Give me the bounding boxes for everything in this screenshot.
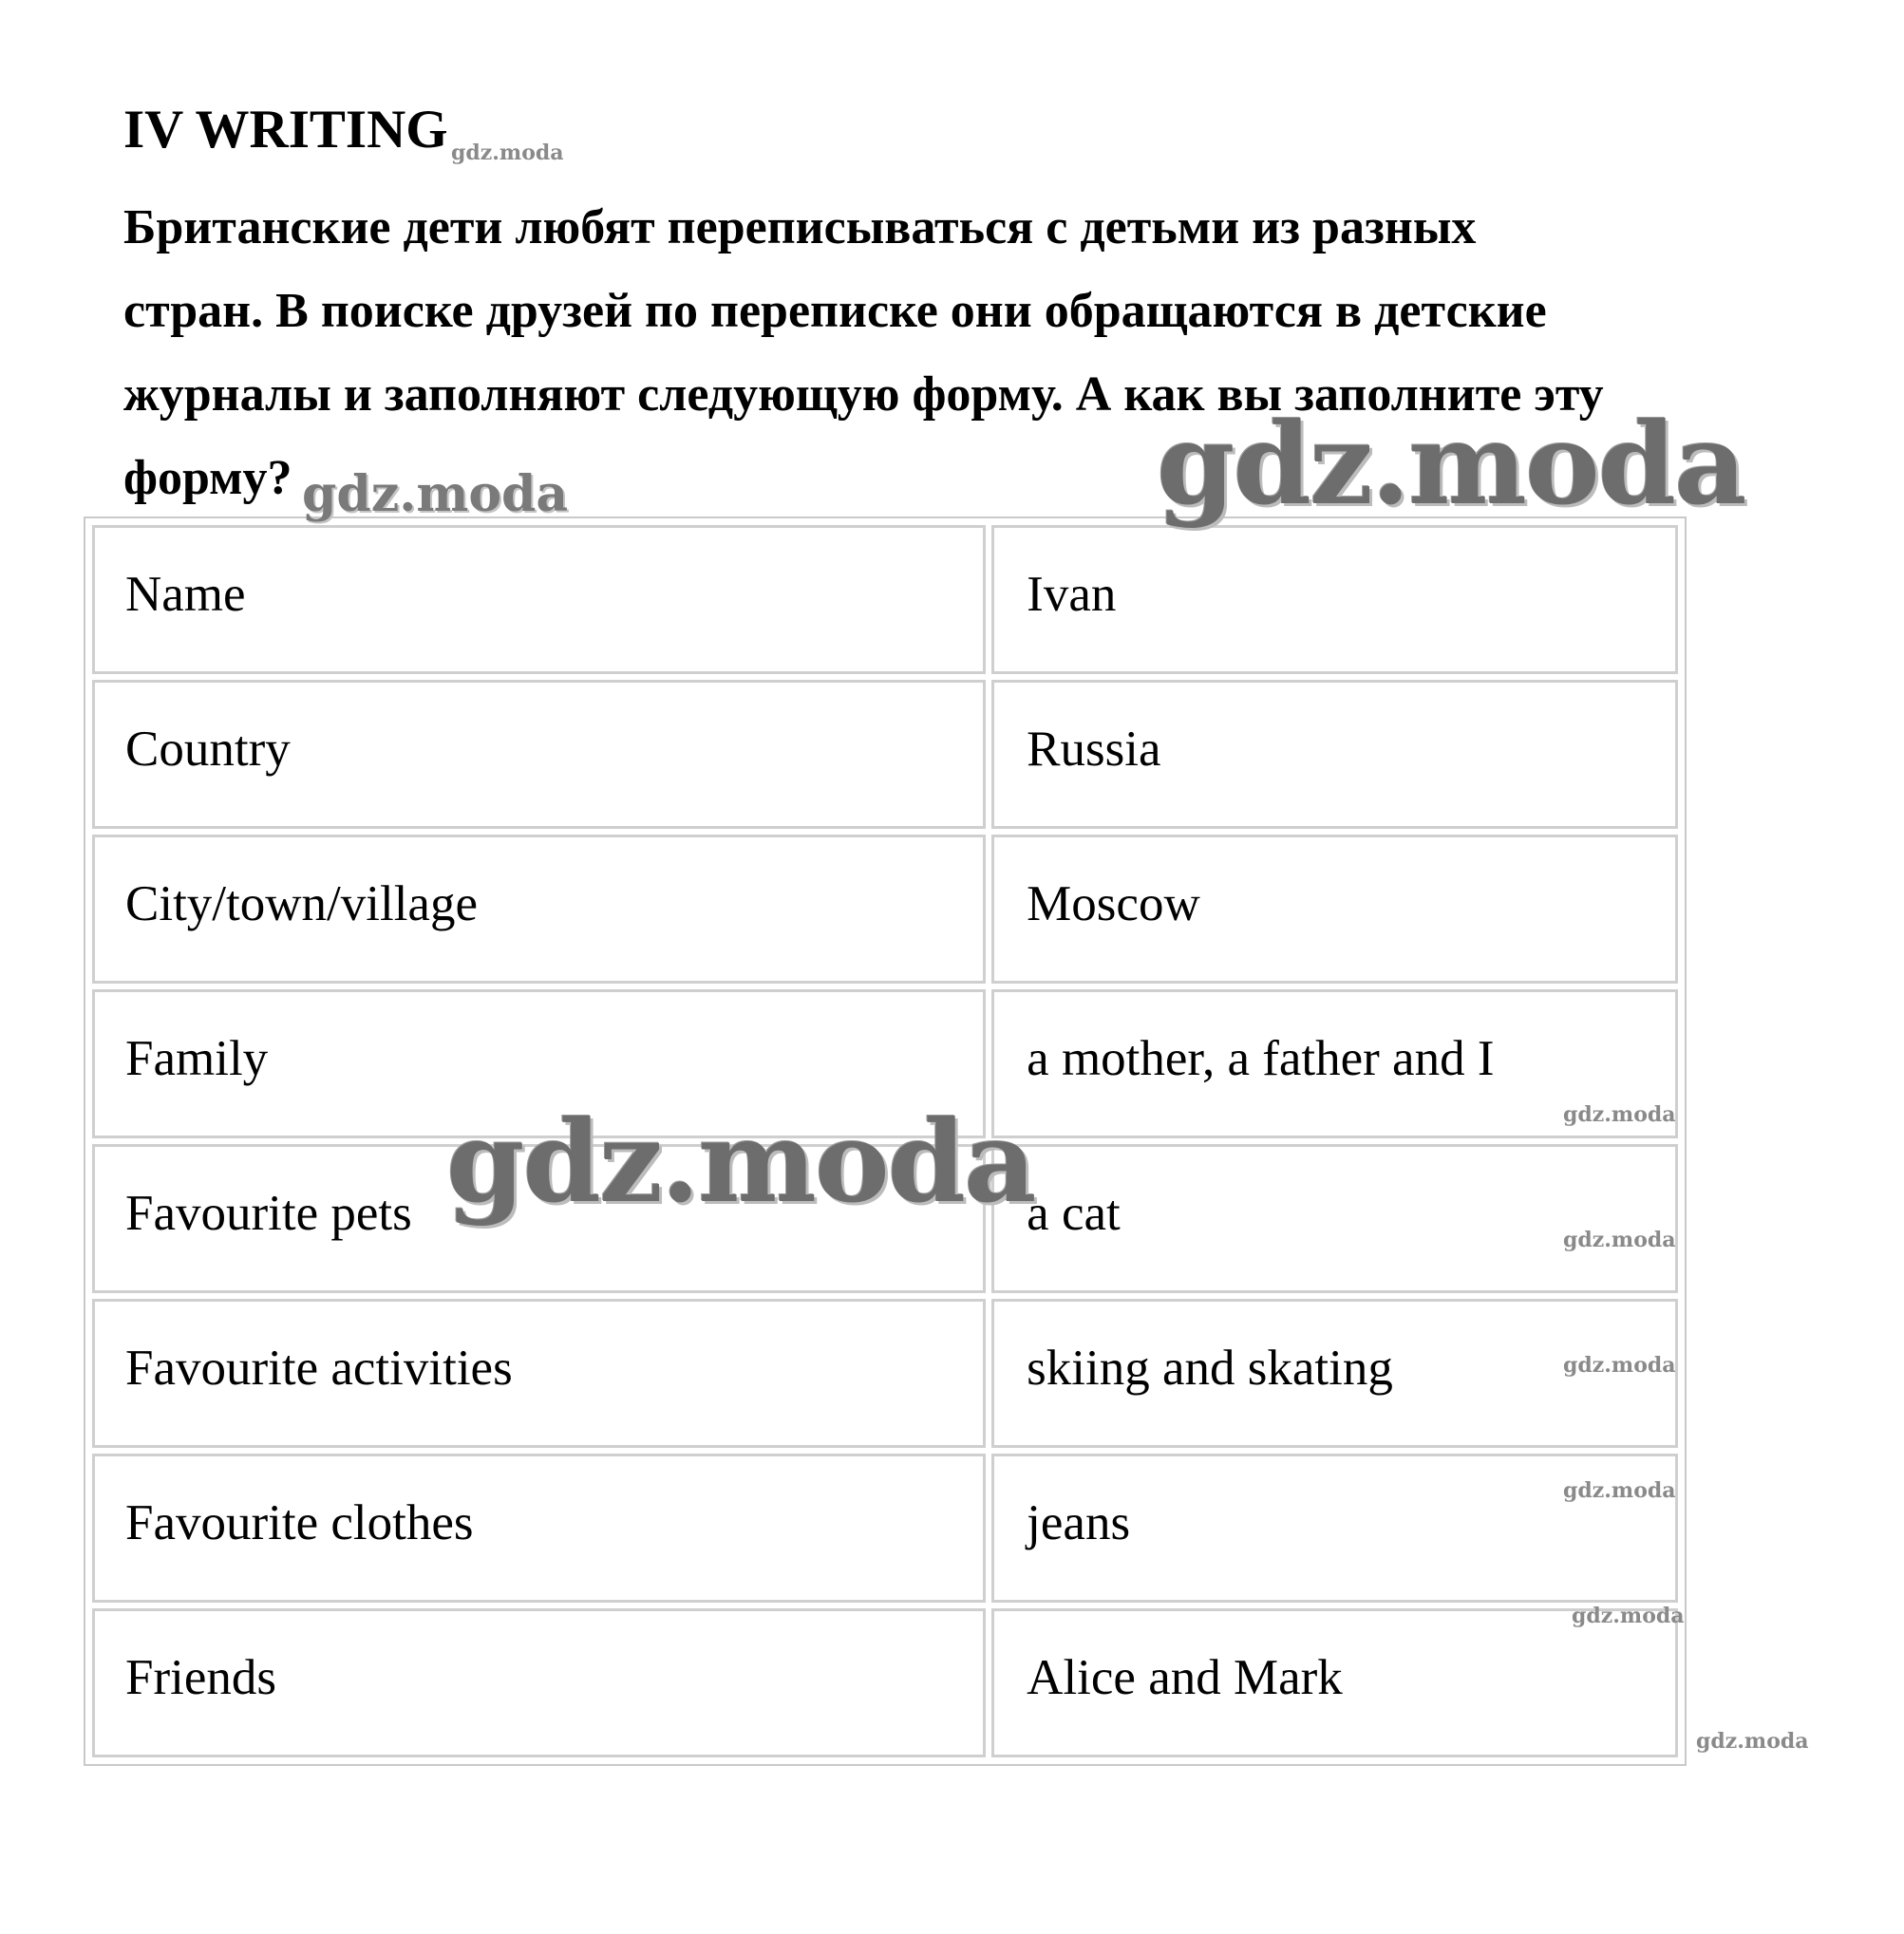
- table-row: [89, 1451, 1681, 1605]
- row-value-activities: skiing and skating: [991, 1299, 1678, 1448]
- row-label-friends: Friends: [92, 1608, 986, 1757]
- section-heading: IV WRITING: [123, 100, 448, 160]
- row-label-clothes: Favourite clothes: [92, 1454, 986, 1603]
- row-label-pets: Favourite pets: [92, 1144, 986, 1293]
- row-value-name: Ivan: [991, 525, 1678, 674]
- watermark: gdz.moda: [1563, 1478, 1676, 1503]
- row-value-clothes: jeans: [991, 1454, 1678, 1603]
- instruction-line: Британские дети любят переписываться с детьми из разных: [123, 200, 1477, 254]
- instruction-line: журналы и заполняют следующую форму. А как вы заполните эту: [123, 367, 1604, 422]
- table-row: [89, 832, 1681, 986]
- watermark: gdz.moda: [446, 1096, 1035, 1228]
- instruction-line: стран. В поиске друзей по переписке они обращаются в детские: [123, 284, 1547, 338]
- table-row: [89, 1296, 1681, 1451]
- table-row: [89, 677, 1681, 832]
- watermark: gdz.moda: [1563, 1102, 1676, 1127]
- table-row: [89, 1605, 1681, 1760]
- table-row: [89, 522, 1681, 677]
- row-label-name: Name: [92, 525, 986, 674]
- watermark: gdz.moda: [1572, 1604, 1685, 1628]
- row-value-family: a mother, a father and I: [991, 989, 1678, 1138]
- watermark: gdz.moda: [451, 141, 564, 165]
- watermark: gdz.moda: [1563, 1228, 1676, 1252]
- row-value-friends: Alice and Mark: [991, 1608, 1678, 1757]
- row-label-family: Family: [92, 989, 986, 1138]
- row-label-country: Country: [92, 680, 986, 829]
- watermark: gdz.moda: [1696, 1729, 1809, 1754]
- watermark: gdz.moda: [1563, 1353, 1676, 1378]
- watermark: gdz.moda: [1157, 398, 1745, 530]
- row-value-city: Moscow: [991, 835, 1678, 984]
- row-value-pets: a cat: [991, 1144, 1678, 1293]
- row-label-city: City/town/village: [92, 835, 986, 984]
- watermark: gdz.moda: [302, 465, 569, 523]
- row-value-country: Russia: [991, 680, 1678, 829]
- row-label-activities: Favourite activities: [92, 1299, 986, 1448]
- instruction-line: форму?: [123, 451, 292, 505]
